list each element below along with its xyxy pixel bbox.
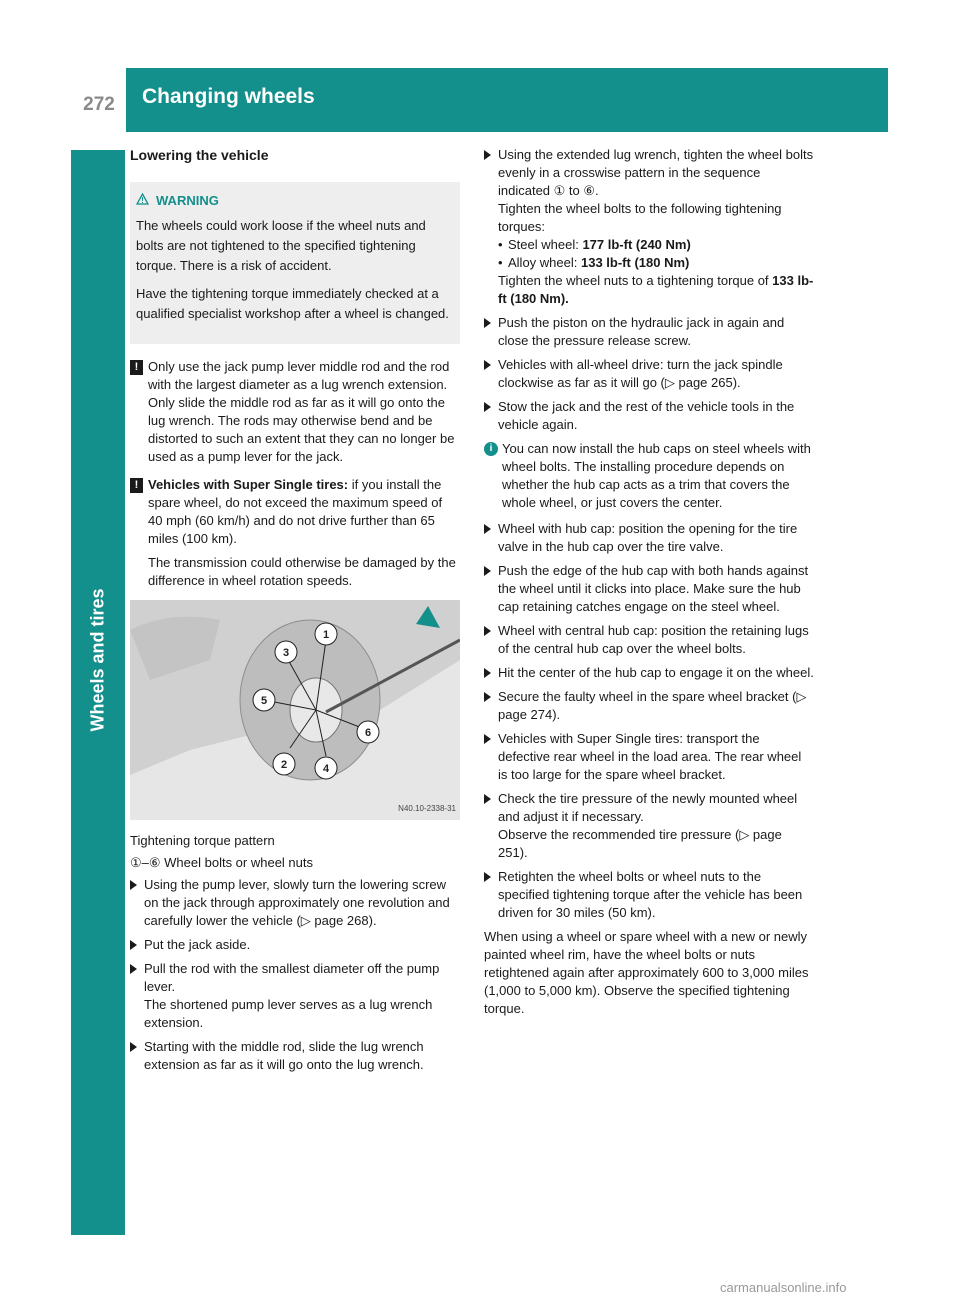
torque-bullet [498,254,814,272]
step-text [498,272,814,308]
step-arrow-icon [484,360,491,370]
instruction-step [484,356,814,392]
step-arrow-icon [130,964,137,974]
step-text: Starting with the middle rod, slide the lug wrench extension as far as it will go onto the lug wrench. [144,1039,424,1072]
page-number-divider [126,68,130,132]
left-column [130,146,460,1080]
torque-bullet [498,236,814,254]
warning-title [136,192,454,210]
step-text: Observe the recommended tire pressure (▷ page 251). [498,827,782,860]
step-arrow-icon [484,872,491,882]
instruction-step [484,730,814,784]
step-text: Retighten the wheel bolts or wheel nuts to the specified tightening torque after the vehicle has been driven for 30 miles (50 km). [498,869,803,920]
instruction-step [484,146,814,308]
instruction-step [484,622,814,658]
subsection-heading: Lowering the vehicle [130,147,269,163]
step-text: Put the jack aside. [144,937,251,952]
instruction-step [484,688,814,724]
instruction-step [130,960,460,1032]
step-arrow-icon [484,692,491,702]
notice-text: The transmission could otherwise be damaged by the difference in wheel rotation speeds. [148,555,456,588]
wheel-bolt-figure [130,600,460,820]
step-arrow-icon [130,880,137,890]
side-tab-label: Wheels and tires [87,588,108,732]
step-arrow-icon [484,566,491,576]
step-text: Using the pump lever, slowly turn the lowering screw on the jack through approximately one revolution and carefully lower the vehicle (▷ page 268). [144,877,450,928]
instruction-step [484,398,814,434]
bullet-value: 133 lb-ft (180 Nm) [580,255,690,270]
step-text: Vehicles with all-wheel drive: turn the jack spindle clockwise as far as it will go (▷ page 265). [498,357,783,390]
step-text: Wheel with central hub cap: position the retaining lugs of the central hub cap over the wheel bolts. [498,623,809,656]
step-text: Secure the faulty wheel in the spare wheel bracket (▷ page 274). [498,689,807,722]
step-text: Pull the rod with the smallest diameter off the pump lever. The shortened pump lever serves as a lug wrench extension. [144,961,440,1030]
svg-text:6: 6 [364,727,372,739]
svg-text:5: 5 [260,695,268,707]
step-text: Hit the center of the hub cap to engage it on the wheel. [498,665,814,680]
instruction-step [484,520,814,556]
svg-text:1: 1 [322,629,330,641]
bullet-label: Steel wheel: [508,237,583,252]
notice-icon: ! [130,478,143,493]
notice-rest: if you install the spare wheel, do not exceed the maximum speed of 40 mph (60 km/h) and do not drive further than 65 miles (100 km). [148,477,443,546]
notice-bold: Vehicles with Super Single tires: [148,477,349,492]
warning-box [130,182,460,344]
step-text: Stow the jack and the rest of the vehicle tools in the vehicle again. [498,399,795,432]
step-text: Wheel with hub cap: position the opening for the tire valve in the hub cap over the tire valve. [498,521,798,554]
info-icon: i [484,442,498,456]
step-text: Vehicles with Super Single tires: transport the defective rear wheel in the load area. The rear wheel is too large for the spare wheel bracket. [498,731,802,782]
svg-text:2: 2 [280,759,288,771]
instruction-step [484,314,814,350]
step-text-bold: 133 lb-ft (180 Nm). [498,273,814,306]
step-arrow-icon [484,668,491,678]
instruction-step [130,1038,460,1074]
step-arrow-icon [484,524,491,534]
notice-icon: ! [130,360,143,375]
instruction-step [130,876,460,930]
figure-legend: ①–⑥ Wheel bolts or wheel nuts [130,855,314,870]
warning-text: Have the tightening torque immediately checked at a qualified specialist workshop after a wheel is changed. [136,286,449,321]
step-text: Using the extended lug wrench, tighten the wheel bolts evenly in a crosswise pattern in the sequence indicated ① to ⑥. [498,147,814,198]
step-text: Push the edge of the hub cap with both hands against the wheel until it clicks into place. Make sure the hub cap retaining catches engage on the steel wheel. [498,563,809,614]
warning-triangle-icon [136,192,150,210]
svg-text:4: 4 [322,763,330,775]
figure-caption: Tightening torque pattern [130,833,275,848]
instruction-step [484,664,814,682]
step-arrow-icon [484,794,491,804]
wheel-illustration [130,600,460,820]
step-arrow-icon [484,318,491,328]
notice-block [130,358,460,466]
section-title: Changing wheels [142,85,315,108]
step-arrow-icon [484,150,491,160]
instruction-step [484,562,814,616]
instruction-step [484,868,814,922]
step-arrow-icon [484,402,491,412]
instruction-step [130,936,460,954]
step-arrow-icon [484,734,491,744]
notice-text [148,476,460,548]
page-header [0,68,960,132]
step-arrow-icon [484,626,491,636]
warning-title-text: WARNING [156,193,219,208]
notice-block [130,476,460,590]
bullet-label: Alloy wheel: [508,255,581,270]
step-arrow-icon [130,1042,137,1052]
bullet-value: 177 lb-ft (240 Nm) [582,237,691,252]
right-column [484,146,814,1018]
closing-paragraph: When using a wheel or spare wheel with a new or newly painted wheel rim, have the wheel bolts or nuts retightened again after approximately 600 to 3,000 miles (1,000 to 5,000 km). Observe the specified tightening torque. [484,929,809,1016]
step-arrow-icon [130,940,137,950]
step-text: Check the tire pressure of the newly mounted wheel and adjust it if necessary. [498,791,798,824]
warning-text: The wheels could work loose if the wheel nuts and bolts are not tightened to the specified tightening torque. There is a risk of accident. [136,218,426,273]
figure-code: N40.10-2338-31 [398,804,456,813]
step-text: Tighten the wheel bolts to the following tightening torques: [498,201,782,234]
page-number: 272 [71,82,127,128]
step-text: Push the piston on the hydraulic jack in again and close the pressure release screw. [498,315,785,348]
svg-text:3: 3 [282,647,290,659]
watermark-text: carmanualsonline.info [720,1280,847,1295]
step-text-pre: Tighten the wheel nuts to a tightening torque of [498,273,773,288]
info-text: You can now install the hub caps on steel wheels with wheel bolts. The installing procedure depends on whether the hub cap acts as a trim that covers the whole wheel, or just covers the center. [502,441,811,510]
info-note [484,440,814,512]
notice-text: Only use the jack pump lever middle rod and the rod with the largest diameter as a lug wrench extension. Only slide the middle rod as far as it will go onto the lug wrench. The rods may otherwise bend and be distorted to such an extent that they can no longer be used as a pump lever for the jack. [148,359,455,464]
instruction-step [484,790,814,862]
